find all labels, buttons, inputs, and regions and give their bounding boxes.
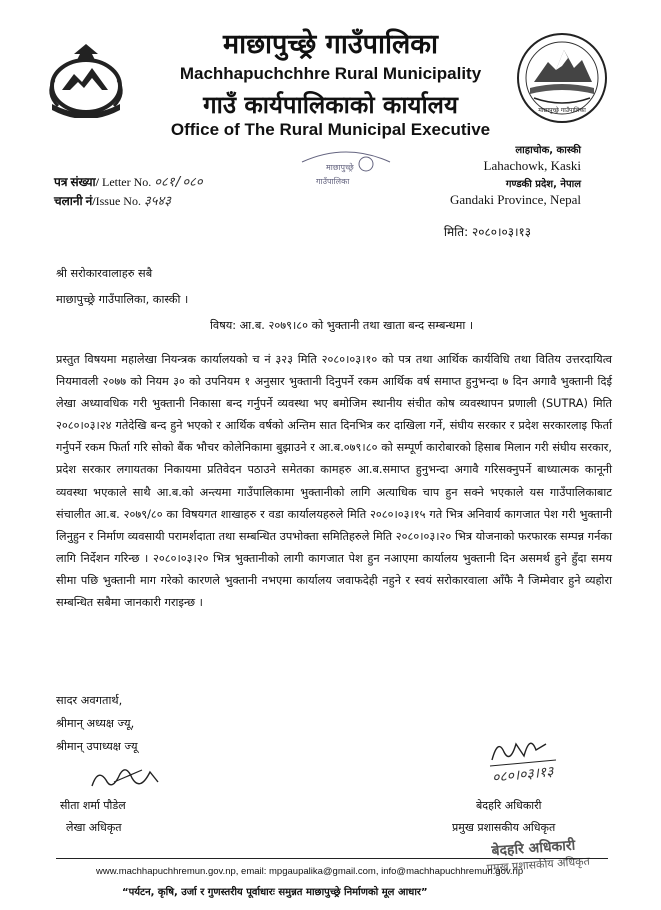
stamp-text-top: माछापुच्छ्रे	[326, 163, 354, 172]
subject-line: विषय: आ.ब. २०७९।८० को भुक्तानी तथा खाता बन्द सम्बन्धमा ।	[210, 319, 474, 332]
recipient-line2: माछापुच्छ्रे गाउँपालिका, कास्की ।	[56, 293, 189, 306]
municipality-name-en: Machhapuchchhre Rural Municipality	[179, 64, 482, 83]
footer-motto: “पर्यटन, कृषि, उर्जा र गुणस्तरीय पूर्वाधारः समुन्नत माछापुच्छ्रे निर्माणको मूल आधार”	[122, 887, 428, 898]
address-line1-np: लाहाचोक, कास्की	[515, 145, 581, 156]
recipient-line1: श्री सरोकारवालाहरु सबै	[56, 267, 153, 280]
signature-right-date: ०८०।०३।१३	[491, 763, 555, 787]
cc-line2: श्रीमान् उपाध्यक्ष ज्यू	[56, 740, 138, 753]
letter-date: मिति: २०८०।०३।१३	[443, 225, 531, 239]
name-stamp-title: प्रमुख प्रशासकीय अधिकृत	[486, 854, 591, 875]
letter-label-np: पत्र संख्या/	[54, 175, 99, 189]
cc-line1: श्रीमान् अध्यक्ष ज्यू,	[56, 717, 135, 730]
name-stamp-name: बेदहरि अधिकारी	[491, 837, 576, 860]
address-line2-np: गण्डकी प्रदेश, नेपाल	[505, 179, 581, 190]
signatory-left-title: लेखा अधिकृत	[66, 821, 122, 834]
issue-label-np: चलानी नं/	[54, 194, 96, 208]
address-line1-en: Lahachowk, Kaski	[483, 158, 581, 173]
letter-label-en: Letter No.	[98, 175, 152, 189]
signature-left	[84, 762, 174, 800]
footer-contacts: www.machhapuchhremun.gov.np, email: mpgaupalika@gmail.com, info@machhapuchhremun.gov.np	[96, 866, 524, 877]
signatory-left-name: सीता शर्मा पौडेल	[60, 799, 126, 812]
footer-divider	[56, 858, 608, 859]
signatory-right-title: प्रमुख प्रशासकीय अधिकृत	[452, 821, 556, 834]
issue-label-en: Issue No.	[95, 194, 141, 208]
cc-heading: सादर अवगतार्थ,	[56, 694, 123, 707]
municipality-name-np: माछापुच्छ्रे गाउँपालिका	[222, 29, 438, 60]
signatory-right-name: बेदहरि अधिकारी	[476, 799, 542, 812]
issue-number-value: ३५४३	[143, 194, 172, 209]
office-name-np: गाउँ कार्यपालिकाको कार्यालय	[203, 91, 458, 119]
office-stamp	[296, 148, 396, 196]
letter-number	[54, 172, 203, 190]
address-block	[450, 142, 581, 208]
letter-body: प्रस्तुत विषयमा महालेखा नियन्त्रक कार्यालयको च नं ३२३ मिति २०८०।०३।१० को पत्र तथा आर्थिक कार्यविधि तथा वितिय उत्तरदायित्व नियमावली २०७७ को नियम ३० को उपनियम १ अनुसार भुक्तानी दिनुपर्ने रकम आर्थिक वर्ष समाप्त हुनुभन्दा ७ दिन अगावै भुक्तानी दिई लेखा अध्यावधिक गरी भुक्तानी निकासा बन्द गर्नुपर्ने व्यवस्था भए बमोजिम स्थानीय संचीत कोष व्यवस्थापन प्रणाली (SUTRA) मिति २०८०।०३।२४ गतेदेखि बन्द हुने भएको र आर्थिक वर्षको अन्तिम सात दिनभित्र कर दाखिला गर्ने, संघीय सरकार र प्रदेश सरकारलाइ फिर्ता गर्नुपर्ने रकम फिर्ता गरि सोको बैंक भौचर कोलेनिकामा बुझाउने र आ.ब.०७९।८० को सम्पूर्ण कारोबारको हिसाब मिलान गरी संघीय सरकार, प्रदेश सरकार लगायतका निकायमा प्रतिवेदन पठाउने समेतका कामहरु आ.ब.समाप्त हुनुभन्दा अगावै गरिसक्नुपर्ने बाध्यात्मक कानूनी व्यवस्था भएकाले साथै आ.ब.को अन्त्यमा गाउँपालिकामा भुक्तानीको लागि अत्याधिक चाप हुन सक्ने भएकाले यस गाउँपालिकाबाट संचालीत आ.ब. २०७९/८० का विषयगत शाखाहरु र वडा कार्यालयहरुले मिति २०८०।०३।१५ गते भित्र अनिवार्य कागजात पेश गरी भुक्तानी लिनुहुन र निर्माण व्यवसायी परामर्शदाता तथा सम्बन्धित उपभोक्ता समितिहरुले मिति २०८०।०३।२० भित्र योजनाको फरफारक सम्पन्न गर्नका लागि निर्देशन गरिन्छ । २०८०।०३।२० भित्र भुक्तानीको लागी कागजात पेश हुन नआएमा कार्यालय भुक्तानी दिन असमर्थ हुने हुँदा समय सीमा पछि भुक्तानी माग गरेको कारणले भुक्तानी नभएमा कार्यालय जवाफदेही नहुने र स्वयं सरोकारवाला आँफै नै जिम्मेवार हुने व्यहोरा सम्बन्धित सबैमा जानकारी गराइन्छ ।	[56, 353, 612, 610]
issue-number	[54, 191, 171, 209]
stamp-text-bottom: गाउँपालिका	[316, 177, 350, 186]
svg-text:माछापुच्छ्रे गाउँपालिका: माछापुच्छ्रे गाउँपालिका	[538, 107, 586, 114]
letter-number-value: ०८१/०८०	[154, 175, 203, 190]
address-line2-en: Gandaki Province, Nepal	[449, 192, 581, 207]
office-name-en: Office of The Rural Municipal Executive	[170, 120, 491, 139]
